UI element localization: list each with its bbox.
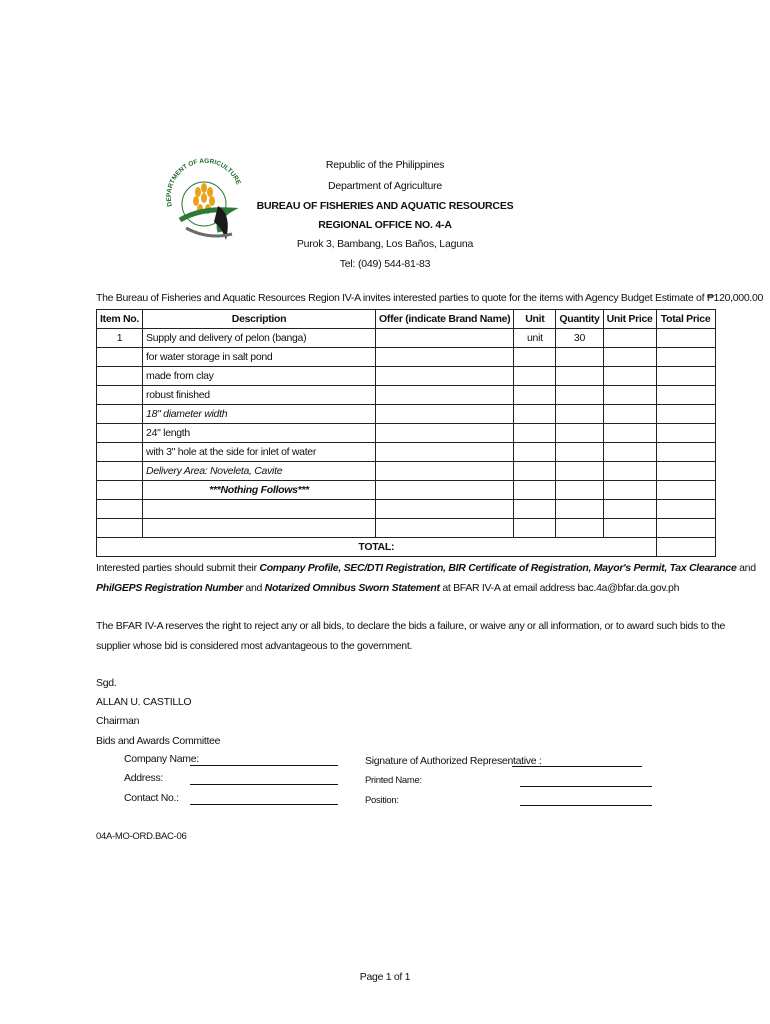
header-republic: Republic of the Philippines [325, 159, 445, 171]
unit-price-cell[interactable] [603, 329, 656, 348]
printed-name-label: Printed Name: [365, 775, 422, 786]
col-offer: Offer (indicate Brand Name) [376, 310, 514, 329]
signature-field[interactable] [512, 766, 642, 767]
reserve-clause-line-1: The BFAR IV-A reserves the right to reject any or all bids, to declare the bids a failure, or waive any or all information, or to award such bids to the [96, 620, 726, 632]
header-bureau: BUREAU OF FISHERIES AND AQUATIC RESOURCES [256, 200, 514, 212]
contact-no-field[interactable] [190, 804, 338, 805]
table-row [97, 329, 716, 348]
description-line: made from clay [143, 367, 376, 386]
col-quantity: Quantity [556, 310, 603, 329]
unit-cell: unit [514, 329, 556, 348]
description-line: 18" diameter width [143, 405, 376, 424]
col-item-no: Item No. [97, 310, 143, 329]
address-label: Address: [124, 772, 164, 784]
requirements-line-2: PhilGEPS Registration Number and Notarized Omnibus Sworn Statement at BFAR IV-A at email address bac.4a@bfar.da.gov.ph [96, 582, 680, 594]
reserve-clause-line-2: supplier whose bid is considered most advantageous to the government. [96, 640, 413, 652]
nothing-follows: ***Nothing Follows*** [143, 481, 376, 500]
signatory-name: ALLAN U. CASTILLO [96, 696, 192, 708]
document-code: 04A-MO-ORD.BAC-06 [96, 831, 187, 842]
description-line: 24" length [143, 424, 376, 443]
description-line: robust finished [143, 386, 376, 405]
table-header-row [97, 310, 716, 329]
committee-name: Bids and Awards Committee [96, 735, 221, 747]
company-name-field[interactable] [190, 765, 338, 766]
item-number: 1 [97, 329, 143, 348]
table-row [97, 386, 716, 405]
signatory-title: Chairman [96, 715, 140, 727]
position-label: Position: [365, 795, 399, 806]
invitation-text: The Bureau of Fisheries and Aquatic Resources Region IV-A invites interested parties to quote for the items with Agency Budget Estimate of ₱120,000.00 [96, 292, 764, 304]
table-row [97, 481, 716, 500]
logo-text: DEPARTMENT OF AGRICULTURE [165, 157, 242, 208]
table-row [97, 405, 716, 424]
header-telephone: Tel: (049) 544-81-83 [339, 258, 431, 270]
table-row [97, 519, 716, 538]
quantity-cell: 30 [556, 329, 603, 348]
description-line: with 3" hole at the side for inlet of water [143, 443, 376, 462]
total-row [97, 538, 716, 557]
col-unit: Unit [514, 310, 556, 329]
contact-no-label: Contact No.: [124, 792, 179, 804]
col-description: Description [143, 310, 376, 329]
header-regional-office: REGIONAL OFFICE NO. 4-A [318, 219, 452, 231]
items-table [96, 309, 716, 557]
description-line: Supply and delivery of pelon (banga) [143, 329, 376, 348]
col-total-price: Total Price [656, 310, 715, 329]
offer-cell[interactable] [376, 329, 514, 348]
table-row [97, 462, 716, 481]
header-department: Department of Agriculture [327, 180, 443, 192]
table-row [97, 443, 716, 462]
position-field[interactable] [520, 805, 652, 806]
header-address: Purok 3, Bambang, Los Baños, Laguna [296, 238, 474, 250]
printed-name-field[interactable] [520, 786, 652, 787]
description-line: for water storage in salt pond [143, 348, 376, 367]
table-row [97, 424, 716, 443]
table-row [97, 348, 716, 367]
table-row [97, 367, 716, 386]
signed-mark: Sgd. [96, 677, 117, 689]
signature-label: Signature of Authorized Representative : [365, 755, 542, 767]
page-number: Page 1 of 1 [359, 971, 411, 983]
grand-total-cell[interactable] [656, 538, 715, 557]
delivery-area: Delivery Area: Noveleta, Cavite [143, 462, 376, 481]
total-label: TOTAL: [97, 538, 657, 557]
company-name-label: Company Name: [124, 753, 199, 765]
total-price-cell[interactable] [656, 329, 715, 348]
requirements-line-1: Interested parties should submit their Company Profile, SEC/DTI Registration, BIR Certificate of Registration, Mayor's Permit, Tax Clearance and [96, 562, 756, 574]
table-row [97, 500, 716, 519]
address-field[interactable] [190, 784, 338, 785]
col-unit-price: Unit Price [603, 310, 656, 329]
